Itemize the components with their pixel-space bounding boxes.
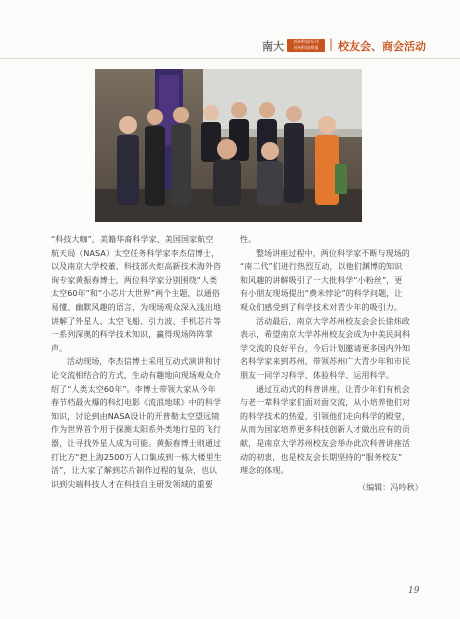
header-divider — [0, 58, 460, 59]
text-line: “南二代”们进行热烈互动，以他们渊博的知识 — [240, 262, 403, 272]
group-photo — [95, 69, 362, 222]
page-number: 19 — [408, 586, 420, 596]
text-line: 识到尖端科技人才在科技自主研发领域的重要 — [51, 479, 213, 489]
text-line: 航天局（NASA）太空任务科学家李杰信博士， — [51, 248, 220, 258]
text-line: 一系列深奥的科学技术知识，赢得现场阵阵掌 — [51, 330, 213, 340]
text-line: 春节档最火爆的科幻电影《流浪地球》中的科学 — [51, 398, 222, 408]
group-photo-illustration — [95, 69, 362, 222]
text-line: 献，是南京大学苏州校友会举办此次科普讲座活 — [240, 438, 411, 448]
text-line: 打比方“把上海2500万人口集成到一栋大楼里生 — [51, 452, 222, 462]
text-line: 以及南京大学校董、科技部火炬高新技术海外咨 — [51, 262, 222, 272]
text-line: 与老一辈科学家们面对面交流，从小培养他们对 — [240, 398, 411, 408]
header-brand: 南大 — [262, 40, 284, 53]
text-line: 活”，让大家了解到芯片制作过程的复杂，也认 — [51, 466, 218, 476]
text-line: 易懂、幽默风趣的语言，为现场观众深入浅出地 — [51, 302, 222, 312]
text-line: 活动最后，南京大学苏州校友会会长徐炜政 — [256, 316, 410, 326]
text-line: 理念的体现。 — [240, 466, 289, 476]
text-line: 太空60年”和“小芯片大世界”两个主题，以通俗 — [51, 289, 220, 299]
text-line: 整场讲座过程中，两位科学家不断与现场的 — [256, 248, 410, 258]
text-line: 器，让寻找外星人成为可能。黄振春博士则通过 — [51, 438, 222, 448]
text-line: 询专家黄振春博士，两位科学家分别围绕“人类 — [51, 275, 218, 285]
editor-signature: （编辑：冯吟秋） — [358, 482, 423, 492]
text-line: 从而为国家培养更多科技创新人才做出应有的贡 — [240, 425, 411, 435]
text-line: 动的初衷，也是校友会长期坚持的“服务校友” — [240, 452, 403, 462]
text-line: 有小朋友现场提出“费米悖论”的科学问题，让 — [240, 289, 403, 299]
text-line: 朋友一同学习科学、体验科学、运用科学。 — [240, 370, 394, 380]
text-line: 作为世界首个用于探测太阳系外类地行星的飞行 — [51, 425, 222, 435]
header-tag-line2: 苏州科技简报 — [293, 45, 319, 51]
text-line: 学交流的良好平台，今后计划邀请更多国内外知 — [240, 343, 411, 353]
text-line: 和风趣的讲解吸引了一大批科学“小粉丝”，更 — [240, 275, 403, 285]
header-section-title: 校友会、商会活动 — [338, 40, 426, 53]
text-line: 名科学家来到苏州，带领苏州广大青少年和市民 — [240, 357, 411, 367]
text-line: 知识，讨论到由NASA设计的开普勒太空望远镜 — [51, 411, 220, 421]
article-column-right — [240, 233, 422, 494]
text-line: 的科学技术的热爱，引领他们走向科学的殿堂， — [240, 411, 411, 421]
text-line: 论交流相结合的方式，生动有趣地向现场观众介 — [51, 370, 222, 380]
text-line: 性。 — [240, 235, 257, 244]
text-line: 讲解了外星人、太空飞船、引力波、手机芯片等 — [51, 316, 222, 326]
text-line: 表示，希望南京大学苏州校友会成为中美民间科 — [240, 330, 411, 340]
header-tag-line1: 苏州科技专刊 — [293, 39, 319, 44]
text-line: 绍了“人类太空60年”。李博士带领大家从今年 — [51, 384, 216, 394]
text-line: “科技大咖”，美籍华裔科学家、美国国家航空 — [51, 235, 214, 244]
page-header — [262, 36, 460, 56]
text-line: 声。 — [51, 343, 68, 353]
header-separator: | — [329, 37, 334, 51]
header-tag-badge — [287, 39, 325, 52]
article-column-left — [51, 233, 227, 491]
text-line: 观众们感受到了科学技术对青少年的吸引力。 — [240, 302, 402, 312]
text-line: 活动现场，李杰信博士采用互动式演讲和讨 — [67, 357, 221, 367]
text-line: 通过互动式的科普讲座，让青少年们有机会 — [256, 384, 410, 394]
